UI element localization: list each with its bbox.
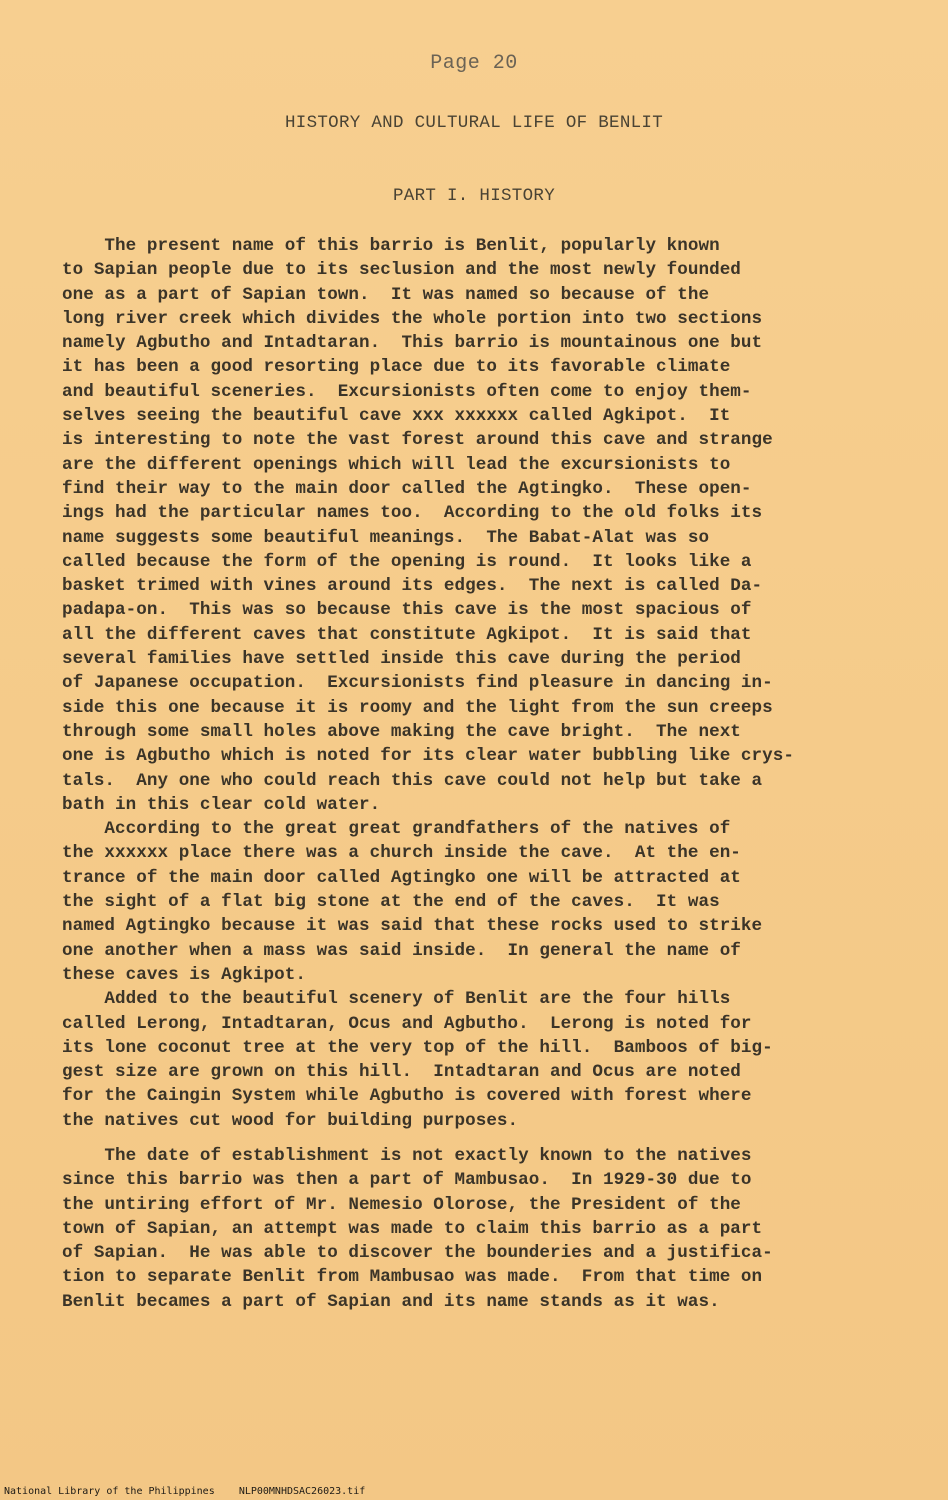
text-line: one is Agbutho which is noted for its clear water bubbling like crys- [62,746,794,767]
text-line: its lone coconut tree at the very top of the hill. Bamboos of big- [62,1037,773,1058]
text-line: find their way to the main door called the Agtingko. These open- [62,478,752,499]
text-line: it has been a good resorting place due to its favorable climate [62,357,731,378]
text-line: one another when a mass was said inside. In general the name of [62,940,741,961]
footer-library: National Library of the Philippines [4,1486,215,1497]
paragraph-origin-of-name [62,234,892,817]
text-line: side this one because it is roomy and the light from the sun creeps [62,697,773,718]
text-line: gest size are grown on this hill. Intadtaran and Ocus are noted [62,1062,741,1083]
document-title: HISTORY AND CULTURAL LIFE OF BENLIT [284,113,664,133]
text-line: the sight of a flat big stone at the end of the caves. It was [62,892,720,913]
text-line: to Sapian people due to its seclusion and the most newly founded [62,260,741,281]
text-line: several families have settled inside this cave during the period [62,649,741,670]
text-line: since this barrio was then a part of Mambusao. In 1929-30 due to [62,1170,752,1191]
text-line: According to the great great grandfathers of the natives of [62,819,731,840]
text-line: tals. Any one who could reach this cave could not help but take a [62,770,763,791]
text-line: is interesting to note the vast forest around this cave and strange [62,430,773,451]
page-number: Page 20 [430,52,518,75]
paragraph-establishment [62,1144,892,1314]
text-line: for the Caingin System while Agbutho is covered with forest where [62,1086,752,1107]
text-line: through some small holes above making the cave bright. The next [62,721,741,742]
text-line: Added to the beautiful scenery of Benlit are the four hills [62,989,731,1010]
text-line: Benlit becames a part of Sapian and its name stands as it was. [62,1291,720,1312]
text-line: padapa-on. This was so because this cave is the most spacious of [62,600,752,621]
text-line: ings had the particular names too. According to the old folks its [62,503,763,524]
text-line: bath in this clear cold water. [62,794,381,815]
paragraph-hills [62,987,892,1133]
text-line: called because the form of the opening is round. It looks like a [62,551,752,572]
body-text [62,234,892,1314]
paragraph-church-legend [62,817,892,987]
paragraph-gap [62,1133,892,1144]
text-line: all the different caves that constitute Agkipot. It is said that [62,624,752,645]
text-line: are the different openings which will lead the excursionists to [62,454,731,475]
text-line: long river creek which divides the whole portion into two sections [62,308,763,329]
text-line: basket trimed with vines around its edges. The next is called Da- [62,576,763,597]
text-line: name suggests some beautiful meanings. The Babat-Alat was so [62,527,710,548]
text-line: one as a part of Sapian town. It was named so because of the [62,284,710,305]
text-line: trance of the main door called Agtingko one will be attracted at [62,867,741,888]
text-line: the natives cut wood for building purposes. [62,1110,519,1131]
text-line: The date of establishment is not exactly known to the natives [62,1145,752,1166]
text-line: selves seeing the beautiful cave xxx xxxxxx called Agkipot. It [62,406,731,427]
text-line: and beautiful sceneries. Excursionists often come to enjoy them- [62,381,752,402]
text-line: of Japanese occupation. Excursionists find pleasure in dancing in- [62,673,773,694]
footer-filename: NLP00MNHDSAC26023.tif [238,1486,366,1497]
text-line: namely Agbutho and Intadtaran. This barrio is mountainous one but [62,333,763,354]
text-line: the xxxxxx place there was a church inside the cave. At the en- [62,843,741,864]
text-line: town of Sapian, an attempt was made to claim this barrio as a part [62,1218,763,1239]
text-line: tion to separate Benlit from Mambusao was made. From that time on [62,1267,763,1288]
text-line: these caves is Agkipot. [62,964,306,985]
text-line: called Lerong, Intadtaran, Ocus and Agbutho. Lerong is noted for [62,1013,752,1034]
scan-footer [4,1486,365,1497]
part-heading: PART I. HISTORY [392,186,556,206]
text-line: the untiring effort of Mr. Nemesio Olorose, the President of the [62,1194,741,1215]
text-line: of Sapian. He was able to discover the bounderies and a justifica- [62,1243,773,1264]
text-line: The present name of this barrio is Benlit, popularly known [62,236,720,256]
text-line: named Agtingko because it was said that these rocks used to strike [62,916,763,937]
